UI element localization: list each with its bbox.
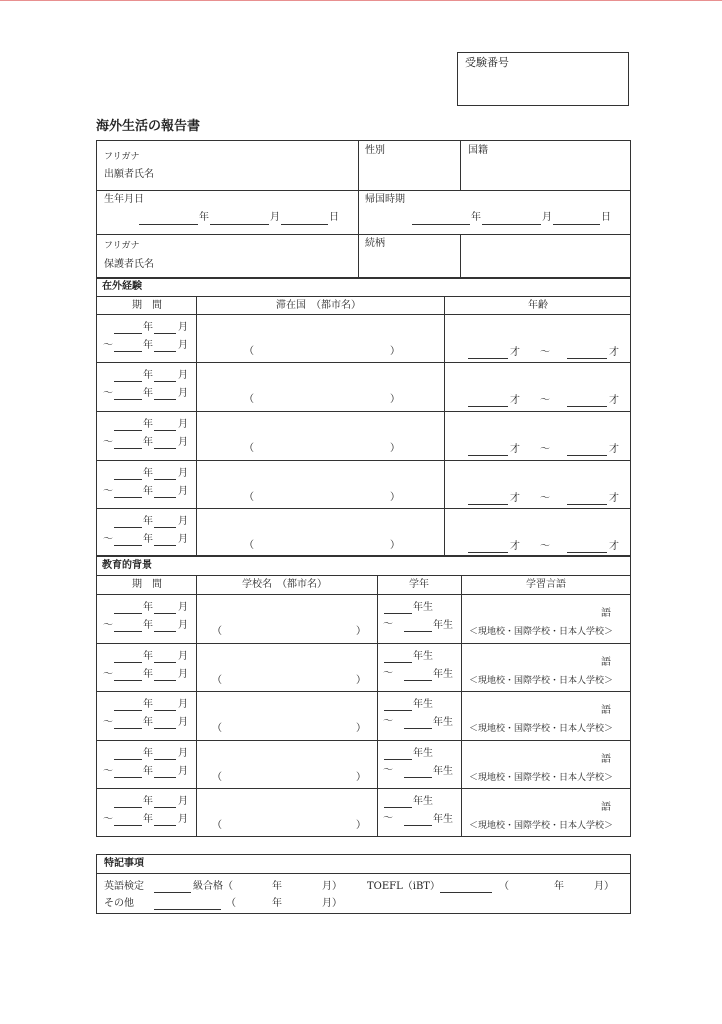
- from-month-line[interactable]: [154, 381, 176, 382]
- tilde-label: ～: [103, 766, 113, 777]
- to-year-line[interactable]: [114, 728, 142, 729]
- age-unit-label: 才: [609, 493, 619, 504]
- eiken-grade-label: 級合格（: [193, 881, 233, 892]
- age-tilde-label: ～: [540, 493, 550, 504]
- age-unit-label: 才: [609, 395, 619, 406]
- country-field[interactable]: [200, 463, 440, 505]
- year-label: 年: [143, 468, 153, 479]
- school-type-label[interactable]: ＜現地校・国際学校・日本人学校＞: [469, 627, 614, 637]
- from-year-line[interactable]: [114, 710, 142, 711]
- row-divider: [96, 691, 631, 692]
- grade-to-field[interactable]: [404, 631, 432, 632]
- from-year-line[interactable]: [114, 381, 142, 382]
- country-field[interactable]: [200, 414, 440, 456]
- tilde-label: ～: [103, 437, 113, 448]
- tilde-label: ～: [103, 620, 113, 631]
- row-divider: [96, 508, 631, 509]
- month-label: 月: [178, 766, 188, 777]
- from-month-line[interactable]: [154, 759, 176, 760]
- education-col-language: 学習言語: [526, 579, 566, 590]
- from-year-line[interactable]: [114, 613, 142, 614]
- gender-label: 性別: [365, 145, 385, 156]
- country-field[interactable]: [200, 317, 440, 359]
- month-label: 月: [178, 419, 188, 430]
- grade-from-field[interactable]: [384, 662, 412, 663]
- to-year-line[interactable]: [114, 631, 142, 632]
- school-close-paren: ）: [356, 626, 366, 637]
- country-close-paren: ）: [390, 540, 400, 551]
- school-field[interactable]: [200, 646, 373, 688]
- year-label: 年: [143, 419, 153, 430]
- to-year-line[interactable]: [114, 545, 142, 546]
- tilde-label: ～: [103, 388, 113, 399]
- nationality-field[interactable]: [464, 158, 628, 188]
- language-field[interactable]: [466, 748, 596, 762]
- from-month-line[interactable]: [154, 807, 176, 808]
- tilde-label: ～: [103, 340, 113, 351]
- eiken-grade-field[interactable]: [154, 892, 191, 893]
- from-year-line[interactable]: [114, 807, 142, 808]
- school-close-paren: ）: [356, 820, 366, 831]
- school-type-label[interactable]: ＜現地校・国際学校・日本人学校＞: [469, 724, 614, 734]
- grade-suffix-label: 年生: [433, 814, 453, 825]
- birth-year-label: 年: [199, 212, 209, 223]
- language-field[interactable]: [466, 602, 596, 616]
- age-tilde-label: ～: [540, 444, 550, 455]
- guardian-name-label: 保護者氏名: [104, 259, 154, 270]
- eiken-year-label: 年: [272, 881, 282, 892]
- from-year-line[interactable]: [114, 662, 142, 663]
- country-field[interactable]: [200, 365, 440, 407]
- month-label: 月: [178, 620, 188, 631]
- month-label: 月: [178, 602, 188, 613]
- grade-from-field[interactable]: [384, 613, 412, 614]
- education-section-title: 教育的背景: [102, 560, 152, 571]
- school-field[interactable]: [200, 743, 373, 785]
- from-year-line[interactable]: [114, 479, 142, 480]
- year-label: 年: [143, 486, 153, 497]
- row-divider: [96, 362, 631, 363]
- return-year-label: 年: [471, 212, 481, 223]
- grade-tilde-label: ～: [383, 716, 393, 727]
- exam-number-label: 受験番号: [465, 56, 509, 69]
- to-month-line[interactable]: [154, 448, 176, 449]
- other-year-label: 年: [272, 898, 282, 909]
- year-label: 年: [143, 602, 153, 613]
- toefl-score-field[interactable]: [440, 892, 492, 893]
- applicant-name-field[interactable]: [104, 150, 354, 186]
- grade-suffix-label: 年生: [413, 602, 433, 613]
- age-tilde-label: ～: [540, 541, 550, 552]
- to-month-line[interactable]: [154, 825, 176, 826]
- country-open-paren: （: [244, 540, 254, 551]
- language-suffix-label: 語: [601, 705, 611, 716]
- relation-label: 続柄: [365, 238, 385, 249]
- age-from-field[interactable]: [468, 358, 508, 359]
- from-month-line[interactable]: [154, 479, 176, 480]
- year-label: 年: [143, 388, 153, 399]
- month-label: 月: [178, 534, 188, 545]
- language-field[interactable]: [466, 651, 596, 665]
- country-close-paren: ）: [390, 492, 400, 503]
- to-month-line[interactable]: [154, 351, 176, 352]
- year-label: 年: [143, 340, 153, 351]
- year-label: 年: [143, 669, 153, 680]
- overseas-col-country: 滞在国 （都市名）: [276, 300, 361, 311]
- month-label: 月: [178, 340, 188, 351]
- to-month-line[interactable]: [154, 728, 176, 729]
- language-suffix-label: 語: [601, 657, 611, 668]
- age-from-field[interactable]: [468, 406, 508, 407]
- row-divider: [96, 788, 631, 789]
- overseas-col-age: 年齢: [528, 300, 548, 311]
- age-unit-label: 才: [510, 395, 520, 406]
- to-month-line[interactable]: [154, 680, 176, 681]
- language-field[interactable]: [466, 796, 596, 810]
- to-year-line[interactable]: [114, 825, 142, 826]
- grade-to-field[interactable]: [404, 777, 432, 778]
- overseas-section-title: 在外経験: [102, 281, 142, 292]
- grade-tilde-label: ～: [383, 765, 393, 776]
- school-open-paren: （: [212, 772, 222, 783]
- eiken-month-label: 月）: [322, 881, 342, 892]
- country-open-paren: （: [244, 346, 254, 357]
- toefl-month-label: 月）: [594, 881, 614, 892]
- age-unit-label: 才: [609, 541, 619, 552]
- age-to-field[interactable]: [567, 455, 607, 456]
- language-suffix-label: 語: [601, 754, 611, 765]
- return-day-label: 日: [601, 212, 611, 223]
- school-open-paren: （: [212, 820, 222, 831]
- return-date-label: 帰国時期: [365, 194, 405, 205]
- other-month-label: 月）: [322, 898, 342, 909]
- age-from-field[interactable]: [468, 455, 508, 456]
- age-to-field[interactable]: [567, 406, 607, 407]
- school-type-label[interactable]: ＜現地校・国際学校・日本人学校＞: [469, 773, 614, 783]
- row-divider: [96, 643, 631, 644]
- row-divider: [96, 460, 631, 461]
- tilde-label: ～: [103, 534, 113, 545]
- age-unit-label: 才: [510, 347, 520, 358]
- grade-tilde-label: ～: [383, 619, 393, 630]
- from-year-line[interactable]: [114, 759, 142, 760]
- nationality-label: 国籍: [468, 145, 488, 156]
- tilde-label: ～: [103, 814, 113, 825]
- month-label: 月: [178, 437, 188, 448]
- other-open-paren: （: [226, 898, 236, 909]
- grade-suffix-label: 年生: [433, 717, 453, 728]
- applicant-name-label: 出願者氏名: [104, 169, 154, 180]
- grade-tilde-label: ～: [383, 668, 393, 679]
- grade-to-field[interactable]: [404, 680, 432, 681]
- grade-suffix-label: 年生: [413, 651, 433, 662]
- tilde-label: ～: [103, 669, 113, 680]
- month-label: 月: [178, 468, 188, 479]
- month-label: 月: [178, 717, 188, 728]
- from-month-line[interactable]: [154, 662, 176, 663]
- age-unit-label: 才: [609, 444, 619, 455]
- other-label: その他: [104, 898, 134, 909]
- guardian-name-field[interactable]: [104, 240, 354, 274]
- education-col-period: 期 間: [132, 579, 162, 590]
- month-label: 月: [178, 669, 188, 680]
- age-unit-label: 才: [609, 347, 619, 358]
- age-to-field[interactable]: [567, 358, 607, 359]
- from-year-line[interactable]: [114, 527, 142, 528]
- from-month-line[interactable]: [154, 430, 176, 431]
- return-month-label: 月: [542, 212, 552, 223]
- top-border-line: [0, 0, 722, 1]
- school-close-paren: ）: [356, 723, 366, 734]
- to-month-line[interactable]: [154, 545, 176, 546]
- school-open-paren: （: [212, 626, 222, 637]
- year-label: 年: [143, 516, 153, 527]
- birthdate-label: 生年月日: [104, 194, 144, 205]
- month-label: 月: [178, 651, 188, 662]
- to-year-line[interactable]: [114, 399, 142, 400]
- age-from-field[interactable]: [468, 552, 508, 553]
- to-year-line[interactable]: [114, 680, 142, 681]
- year-label: 年: [143, 437, 153, 448]
- to-year-line[interactable]: [114, 448, 142, 449]
- year-label: 年: [143, 620, 153, 631]
- school-type-label[interactable]: ＜現地校・国際学校・日本人学校＞: [469, 821, 614, 831]
- age-to-field[interactable]: [567, 504, 607, 505]
- education-col-grade: 学年: [409, 579, 429, 590]
- age-unit-label: 才: [510, 493, 520, 504]
- age-from-field[interactable]: [468, 504, 508, 505]
- grade-from-field[interactable]: [384, 759, 412, 760]
- year-label: 年: [143, 322, 153, 333]
- month-label: 月: [178, 370, 188, 381]
- grade-to-field[interactable]: [404, 728, 432, 729]
- school-close-paren: ）: [356, 675, 366, 686]
- from-month-line[interactable]: [154, 613, 176, 614]
- from-month-line[interactable]: [154, 333, 176, 334]
- year-label: 年: [143, 748, 153, 759]
- to-month-line[interactable]: [154, 497, 176, 498]
- toefl-open-paren: （: [499, 881, 509, 892]
- birth-day-label: 日: [329, 212, 339, 223]
- exam-number-box[interactable]: [457, 52, 629, 106]
- from-year-line[interactable]: [114, 430, 142, 431]
- school-field[interactable]: [200, 597, 373, 639]
- school-field[interactable]: [200, 694, 373, 736]
- grade-suffix-label: 年生: [433, 620, 453, 631]
- applicant-furigana-label: フリガナ: [104, 152, 140, 162]
- from-month-line[interactable]: [154, 710, 176, 711]
- grade-from-field[interactable]: [384, 807, 412, 808]
- grade-from-field[interactable]: [384, 710, 412, 711]
- to-year-line[interactable]: [114, 351, 142, 352]
- from-month-line[interactable]: [154, 527, 176, 528]
- country-close-paren: ）: [390, 443, 400, 454]
- country-open-paren: （: [244, 443, 254, 454]
- toefl-year-label: 年: [554, 881, 564, 892]
- age-unit-label: 才: [510, 444, 520, 455]
- country-open-paren: （: [244, 492, 254, 503]
- year-label: 年: [143, 370, 153, 381]
- language-suffix-label: 語: [601, 608, 611, 619]
- school-open-paren: （: [212, 723, 222, 734]
- to-year-line[interactable]: [114, 497, 142, 498]
- month-label: 月: [178, 814, 188, 825]
- notes-section-title: 特記事項: [104, 858, 144, 869]
- country-open-paren: （: [244, 394, 254, 405]
- row-divider: [96, 411, 631, 412]
- language-field[interactable]: [466, 699, 596, 713]
- year-label: 年: [143, 814, 153, 825]
- relation-field[interactable]: [464, 238, 628, 274]
- country-close-paren: ）: [390, 346, 400, 357]
- other-field[interactable]: [154, 909, 221, 910]
- gender-field[interactable]: [362, 158, 456, 188]
- age-tilde-label: ～: [540, 347, 550, 358]
- age-to-field[interactable]: [567, 552, 607, 553]
- year-label: 年: [143, 651, 153, 662]
- month-label: 月: [178, 699, 188, 710]
- language-suffix-label: 語: [601, 802, 611, 813]
- to-year-line[interactable]: [114, 777, 142, 778]
- age-unit-label: 才: [510, 541, 520, 552]
- eiken-label: 英語検定: [104, 881, 144, 892]
- school-field[interactable]: [200, 791, 373, 833]
- grade-suffix-label: 年生: [413, 796, 433, 807]
- guardian-furigana-label: フリガナ: [104, 241, 140, 251]
- country-close-paren: ）: [390, 394, 400, 405]
- page-title: 海外生活の報告書: [96, 119, 201, 134]
- year-label: 年: [143, 699, 153, 710]
- year-label: 年: [143, 766, 153, 777]
- month-label: 月: [178, 748, 188, 759]
- month-label: 月: [178, 322, 188, 333]
- school-type-label[interactable]: ＜現地校・国際学校・日本人学校＞: [469, 676, 614, 686]
- from-year-line[interactable]: [114, 333, 142, 334]
- grade-to-field[interactable]: [404, 825, 432, 826]
- school-close-paren: ）: [356, 772, 366, 783]
- grade-suffix-label: 年生: [413, 748, 433, 759]
- grade-tilde-label: ～: [383, 813, 393, 824]
- country-field[interactable]: [200, 511, 440, 553]
- month-label: 月: [178, 796, 188, 807]
- to-month-line[interactable]: [154, 399, 176, 400]
- row-divider: [96, 740, 631, 741]
- month-label: 月: [178, 388, 188, 399]
- month-label: 月: [178, 486, 188, 497]
- overseas-col-period: 期 間: [132, 300, 162, 311]
- age-tilde-label: ～: [540, 395, 550, 406]
- birth-month-label: 月: [270, 212, 280, 223]
- year-label: 年: [143, 796, 153, 807]
- year-label: 年: [143, 534, 153, 545]
- year-label: 年: [143, 717, 153, 728]
- tilde-label: ～: [103, 486, 113, 497]
- education-col-school: 学校名 （都市名）: [242, 579, 327, 590]
- grade-suffix-label: 年生: [433, 669, 453, 680]
- to-month-line[interactable]: [154, 777, 176, 778]
- toefl-label: TOEFL（iBT）: [367, 881, 440, 892]
- school-open-paren: （: [212, 675, 222, 686]
- month-label: 月: [178, 516, 188, 527]
- grade-suffix-label: 年生: [413, 699, 433, 710]
- to-month-line[interactable]: [154, 631, 176, 632]
- tilde-label: ～: [103, 717, 113, 728]
- grade-suffix-label: 年生: [433, 766, 453, 777]
